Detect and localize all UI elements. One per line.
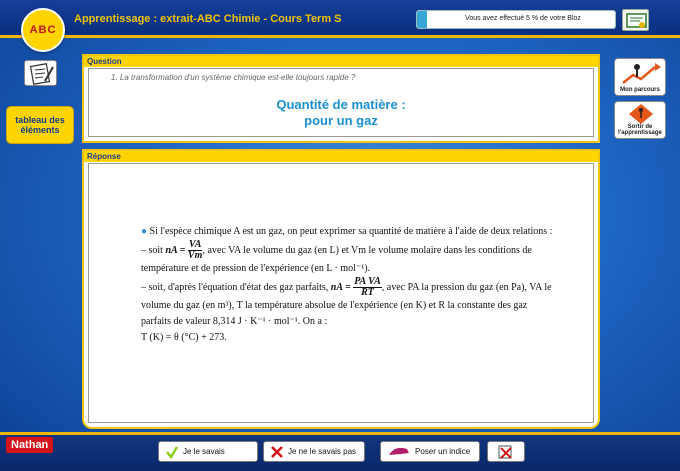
response-line1 — [141, 240, 557, 277]
edit-cross-icon — [497, 444, 515, 460]
notes-icon — [25, 61, 58, 87]
response-panel — [82, 149, 600, 429]
fraction-numerator: VA — [188, 239, 202, 250]
sortir-button[interactable] — [614, 101, 666, 139]
response-label: Réponse — [84, 151, 598, 162]
je-ne-le-savais-pas-button[interactable] — [263, 441, 365, 462]
parcours-label: Mon parcours — [620, 87, 660, 93]
question-title-line1: Quantité de matière : — [276, 97, 406, 112]
mon-parcours-button[interactable] — [614, 58, 666, 96]
parcours-icon — [615, 59, 667, 87]
line2-lhs: nA = — [330, 281, 351, 293]
question-title — [89, 97, 593, 129]
hint-icon — [387, 445, 411, 459]
progress-text: Vous avez effectué 5 % de votre Bloz — [465, 15, 581, 22]
certificate-icon — [623, 10, 650, 32]
response-line2 — [141, 277, 557, 330]
intro-text: Si l'espèce chimique A est un gaz, on peut exprimer sa quantité de matière à l'aide de deux relations : — [149, 226, 553, 237]
certificate-icon-button[interactable] — [622, 9, 649, 31]
fraction-numerator: PA VA — [354, 276, 381, 287]
notes-icon-button[interactable] — [24, 60, 57, 86]
poser-indice-button[interactable] — [380, 441, 480, 462]
cross-icon — [270, 445, 284, 459]
line1-lhs: nA = — [165, 244, 186, 256]
fraction-denominator: Vm — [187, 250, 203, 261]
check-icon — [165, 445, 179, 459]
line2-post: , avec PA la pression du gaz (en Pa), VA le volume du gaz (en m³), T la température absolue de l'expérience (en K) et R la constante des gaz parfaits de valeur 8,314 J · K⁻¹ · mol⁻¹. On a : — [141, 281, 552, 327]
periodic-table-button[interactable]: tableau des éléments — [6, 106, 74, 144]
line2-pre: – soit, d'après l'équation d'état des gaz parfaits, — [141, 281, 329, 293]
sortir-label: Sortir de l'apprentissage — [618, 124, 662, 136]
question-box — [88, 68, 594, 137]
fraction-pv-rt — [353, 277, 382, 298]
line1-post: , avec VA le volume du gaz (en L) et Vm le volume molaire dans les conditions de température et de pression de l'expérience (en L · mol⁻¹). — [141, 244, 532, 274]
progress-fill — [417, 11, 427, 28]
app-title: Apprentissage : extrait-ABC Chimie - Cours Term S — [74, 13, 342, 25]
response-box — [88, 163, 594, 423]
app-logo[interactable]: ABC — [21, 8, 65, 52]
nathan-logo: Nathan — [6, 437, 53, 453]
je-ne-le-savais-pas-label: Je ne le savais pas — [288, 447, 357, 456]
fraction-denominator: RT — [361, 287, 374, 298]
je-le-savais-button[interactable] — [158, 441, 258, 462]
question-title-line2: pour un gaz — [304, 113, 378, 128]
abandon-button[interactable] — [487, 441, 525, 462]
bullet-icon: ● — [141, 226, 150, 237]
response-intro — [141, 224, 557, 240]
question-text: 1. La transformation d'un système chimique est-elle toujours rapide ? — [111, 73, 356, 82]
response-body — [141, 224, 557, 346]
fraction-va-vm — [188, 240, 203, 261]
question-panel — [82, 54, 600, 143]
je-le-savais-label: Je le savais — [183, 447, 225, 456]
poser-indice-label: Poser un indice — [415, 447, 471, 456]
progress-bar — [416, 10, 616, 29]
question-label: Question — [84, 56, 598, 67]
exit-sign-icon — [615, 102, 667, 126]
response-line3: T (K) = θ (°C) + 273. — [141, 332, 227, 343]
line1-pre: – soit — [141, 244, 163, 256]
